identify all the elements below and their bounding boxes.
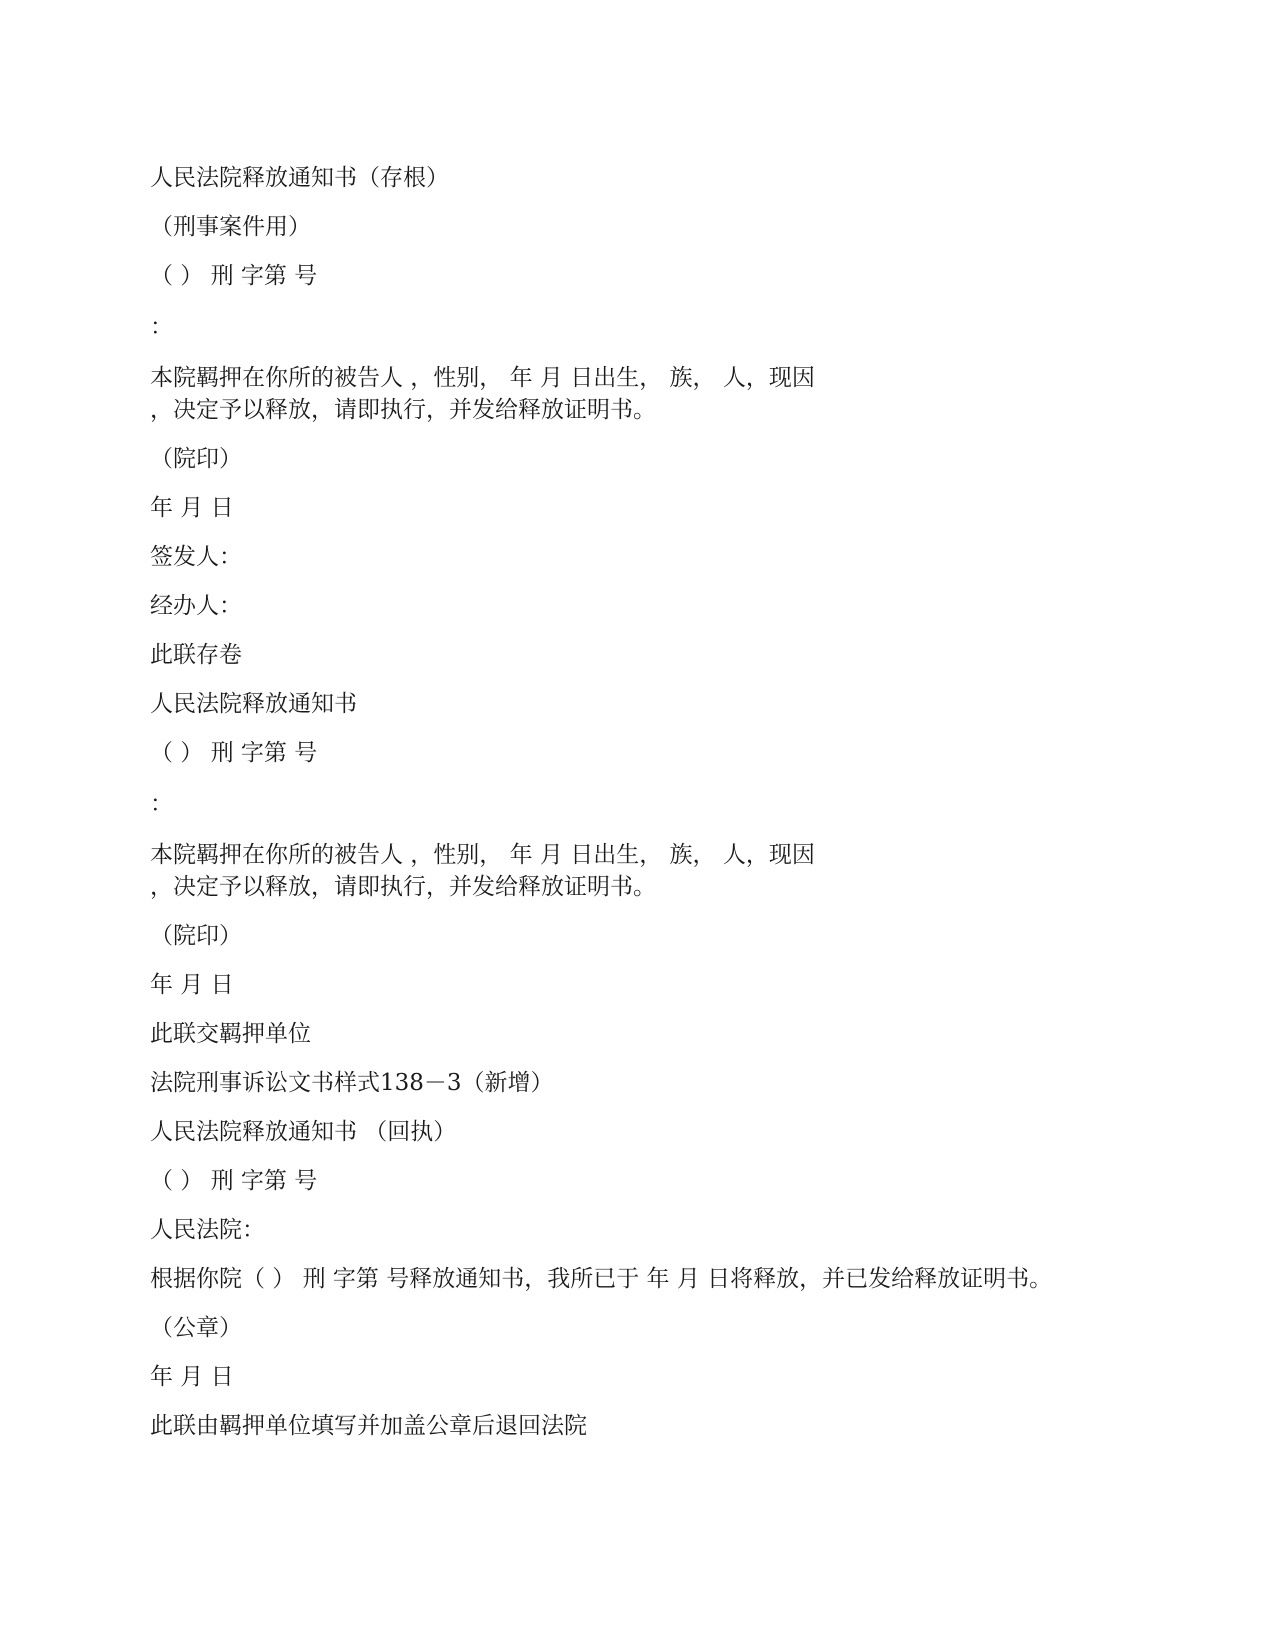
notice-stub-handler: 经办人： <box>150 593 242 619</box>
notice-stub-date: 年 月 日 <box>150 495 234 521</box>
notice-addressee: ： <box>150 791 173 817</box>
notice-stub-subtitle: （刑事案件用） <box>150 214 311 240</box>
notice-copy-note: 此联交羁押单位 <box>150 1021 311 1047</box>
receipt-addressee: 人民法院： <box>150 1217 265 1243</box>
notice-stub-body-line1: 本院羁押在你所的被告人 ，性别， 年 月 日出生， 族， 人，现因 <box>150 365 815 391</box>
notice-stub-title: 人民法院释放通知书（存根） <box>150 165 449 191</box>
receipt-body: 根据你院（ ） 刑 字第 号释放通知书，我所已于 年 月 日将释放，并已发给释放证明书。 <box>150 1266 1053 1292</box>
receipt-copy-note: 此联由羁押单位填写并加盖公章后退回法院 <box>150 1413 587 1439</box>
notice-stub-case-number: （ ） 刑 字第 号 <box>150 263 318 289</box>
notice-stub-body-line2: ，决定予以释放，请即执行，并发给释放证明书。 <box>150 397 656 423</box>
notice-stub-seal: （院印） <box>150 446 242 472</box>
document-body <box>150 162 1150 1459</box>
notice-title: 人民法院释放通知书 <box>150 691 357 717</box>
notice-date: 年 月 日 <box>150 972 234 998</box>
receipt-date: 年 月 日 <box>150 1364 234 1390</box>
notice-case-number: （ ） 刑 字第 号 <box>150 740 318 766</box>
notice-stub-copy-note: 此联存卷 <box>150 642 242 668</box>
notice-stub-issuer: 签发人： <box>150 544 242 570</box>
receipt-case-number: （ ） 刑 字第 号 <box>150 1168 318 1194</box>
receipt-seal: （公章） <box>150 1315 242 1341</box>
notice-body-line2: ，决定予以释放，请即执行，并发给释放证明书。 <box>150 874 656 900</box>
receipt-title: 人民法院释放通知书 （回执） <box>150 1119 457 1145</box>
notice-seal: （院印） <box>150 923 242 949</box>
notice-stub-addressee: ： <box>150 314 173 340</box>
form-reference: 法院刑事诉讼文书样式138－3（新增） <box>150 1070 554 1096</box>
notice-body-line1: 本院羁押在你所的被告人 ，性别， 年 月 日出生， 族， 人，现因 <box>150 842 815 868</box>
